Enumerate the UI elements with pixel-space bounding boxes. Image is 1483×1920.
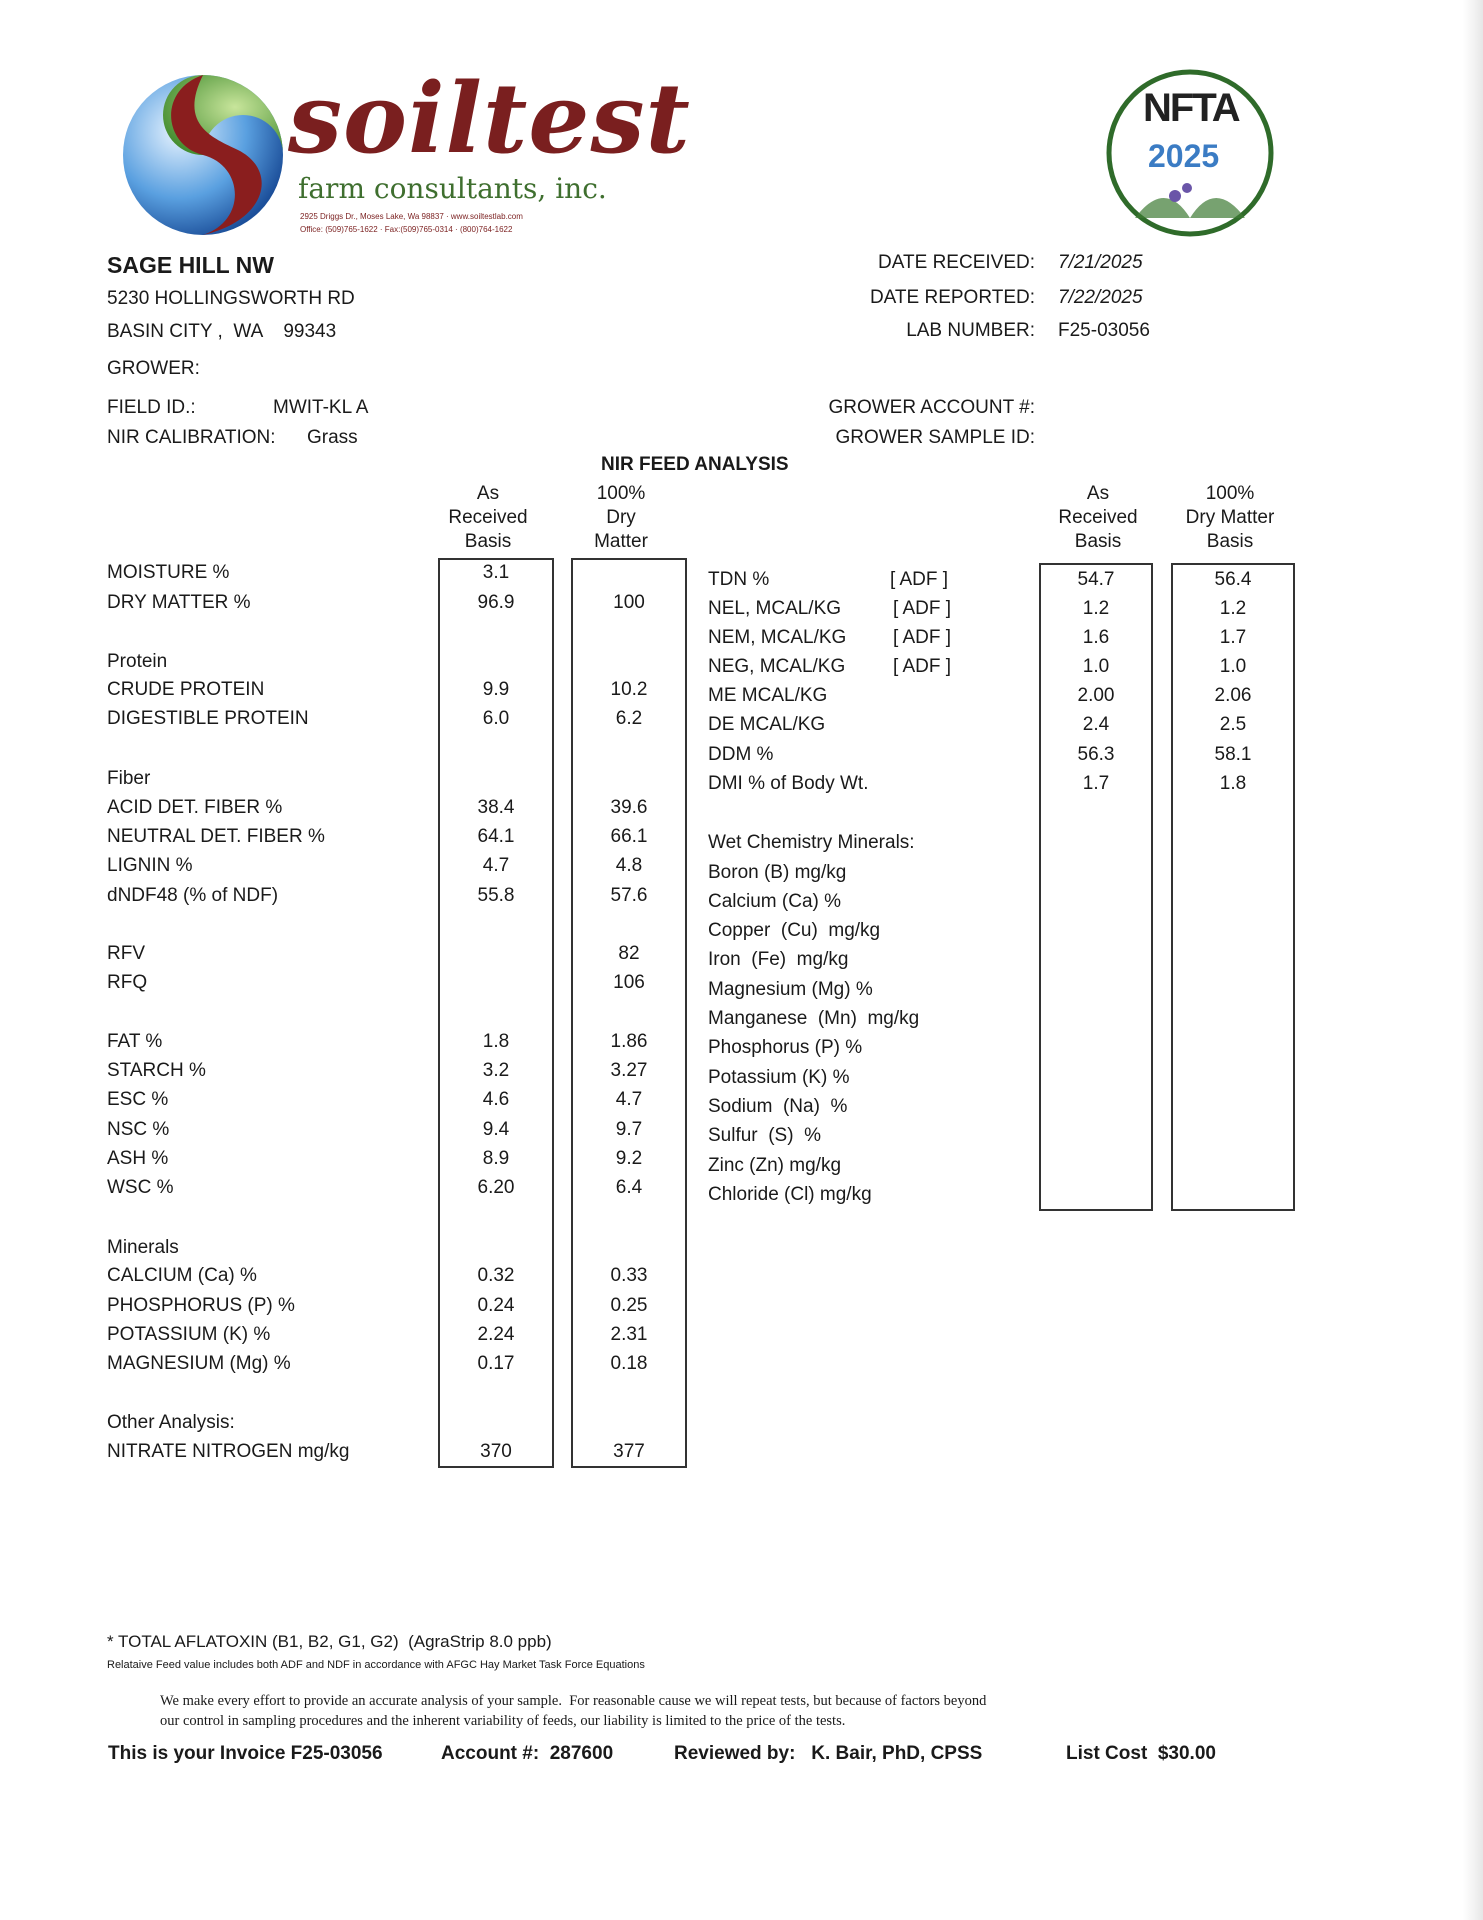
row-nel-method: [ ADF ] <box>893 598 952 619</box>
field-id-label: FIELD ID.: <box>107 397 196 418</box>
date-received-label: DATE RECEIVED: <box>878 252 1035 273</box>
row-fat-label: FAT % <box>107 1031 163 1052</box>
date-received: 7/21/2025 <box>1058 252 1143 273</box>
row-lignin-ar: 4.7 <box>482 855 510 876</box>
row-calcium-label: CALCIUM (Ca) % <box>107 1265 257 1286</box>
row-digestible-protein-label: DIGESTIBLE PROTEIN <box>107 708 309 729</box>
row-nel-label: NEL, MCAL/KG <box>708 598 842 619</box>
section-wet-chemistry: Wet Chemistry Minerals: <box>708 832 915 853</box>
nir-calibration-label: NIR CALIBRATION: <box>107 427 276 448</box>
date-reported: 7/22/2025 <box>1058 287 1143 308</box>
row-potassium-ar: 2.24 <box>477 1324 515 1345</box>
row-fat-ar: 1.8 <box>482 1031 510 1052</box>
row-zinc-label: Zinc (Zn) mg/kg <box>708 1155 842 1176</box>
row-nel-ar: 1.2 <box>1082 598 1110 619</box>
row-de-ar: 2.4 <box>1082 714 1110 735</box>
nfta-badge <box>1105 68 1275 238</box>
client-street: 5230 HOLLINGSWORTH RD <box>107 288 355 309</box>
row-ash-dm: 9.2 <box>615 1148 643 1169</box>
row-tdn-dm: 56.4 <box>1214 569 1252 590</box>
row-dmi-label: DMI % of Body Wt. <box>708 773 869 794</box>
row-phosphorus-label: PHOSPHORUS (P) % <box>107 1295 295 1316</box>
row-dry-matter-ar: 96.9 <box>477 592 515 613</box>
row-crude-protein-ar: 9.9 <box>482 679 510 700</box>
row-lignin-dm: 4.8 <box>615 855 643 876</box>
right-dry-matter-header: 100% Dry Matter Basis <box>1185 483 1275 552</box>
row-neg-method: [ ADF ] <box>893 656 952 677</box>
grower-label: GROWER: <box>107 358 200 379</box>
row-copper-label: Copper (Cu) mg/kg <box>708 920 881 941</box>
row-calcium-dm: 0.33 <box>610 1265 648 1286</box>
right-as-received-header: As Received Basis <box>1058 483 1138 552</box>
row-moisture-label: MOISTURE % <box>107 562 230 583</box>
row-ddm-label: DDM % <box>708 744 774 765</box>
row-ash-label: ASH % <box>107 1148 169 1169</box>
row-ddm-dm: 58.1 <box>1214 744 1252 765</box>
row-phosphorus-ar: 0.24 <box>477 1295 515 1316</box>
row-esc-ar: 4.6 <box>482 1089 510 1110</box>
row-rfv-label: RFV <box>107 943 145 964</box>
row-me-ar: 2.00 <box>1077 685 1115 706</box>
row-tdn-ar: 54.7 <box>1077 569 1115 590</box>
company-name: soiltest <box>288 62 691 175</box>
section-minerals: Minerals <box>107 1237 179 1258</box>
row-nel-dm: 1.2 <box>1219 598 1247 619</box>
nfta-org: NFTA <box>1143 86 1239 130</box>
scan-edge-shadow <box>1463 0 1483 1920</box>
row-sodium-label: Sodium (Na) % <box>708 1096 848 1117</box>
left-dry-matter-header: 100% Dry Matter <box>594 483 648 552</box>
row-nitrate-ar: 370 <box>480 1441 512 1462</box>
row-moisture-ar: 3.1 <box>482 562 510 583</box>
row-crude-protein-label: CRUDE PROTEIN <box>107 679 265 700</box>
row-ndf-ar: 64.1 <box>477 826 515 847</box>
row-nitrate-label: NITRATE NITROGEN mg/kg <box>107 1441 350 1462</box>
date-reported-label: DATE REPORTED: <box>869 287 1035 308</box>
rfv-note: Relataive Feed value includes both ADF and NDF in accordance with AFGC Hay Market Task Force Equations <box>107 1659 645 1671</box>
company-logo <box>118 62 691 245</box>
row-wet-potassium-label: Potassium (K) % <box>708 1067 850 1088</box>
disclaimer-line-1: We make every effort to provide an accurate analysis of your sample. For reasonable cause we will repeat tests, but because of factors beyond <box>160 1693 987 1709</box>
row-dndf48-label: dNDF48 (% of NDF) <box>107 885 279 906</box>
invoice-number: This is your Invoice F25-03056 <box>108 1743 383 1764</box>
row-me-dm: 2.06 <box>1214 685 1252 706</box>
row-digestible-protein-dm: 6.2 <box>615 708 643 729</box>
lab-number-label: LAB NUMBER: <box>906 320 1035 341</box>
company-address: 2925 Driggs Dr., Moses Lake, Wa 98837 · www.soiltestlab.com <box>300 212 523 221</box>
client-name: SAGE HILL NW <box>107 252 274 278</box>
row-dry-matter-dm: 100 <box>613 592 645 613</box>
row-ddm-ar: 56.3 <box>1077 744 1115 765</box>
field-id-value: MWIT-KL A <box>273 397 369 418</box>
row-wsc-ar: 6.20 <box>477 1177 515 1198</box>
row-neg-ar: 1.0 <box>1082 656 1110 677</box>
row-nem-label: NEM, MCAL/KG <box>708 627 847 648</box>
row-nsc-dm: 9.7 <box>615 1119 643 1140</box>
row-phosphorus-dm: 0.25 <box>610 1295 648 1316</box>
row-wet-phosphorus-label: Phosphorus (P) % <box>708 1037 863 1058</box>
row-fat-dm: 1.86 <box>610 1031 648 1052</box>
list-cost: List Cost $30.00 <box>1066 1743 1216 1764</box>
row-dmi-dm: 1.8 <box>1219 773 1247 794</box>
account-number: Account #: 287600 <box>441 1743 614 1764</box>
row-ndf-dm: 66.1 <box>610 826 648 847</box>
row-adf-dm: 39.6 <box>610 797 648 818</box>
row-potassium-label: POTASSIUM (K) % <box>107 1324 271 1345</box>
row-rfv-dm: 82 <box>618 943 640 964</box>
row-starch-dm: 3.27 <box>610 1060 648 1081</box>
row-esc-label: ESC % <box>107 1089 169 1110</box>
row-chloride-label: Chloride (Cl) mg/kg <box>708 1184 872 1205</box>
left-as-received-header: As Received Basis <box>448 483 528 552</box>
row-neg-label: NEG, MCAL/KG <box>708 656 846 677</box>
section-other-analysis: Other Analysis: <box>107 1412 235 1433</box>
row-dndf48-dm: 57.6 <box>610 885 648 906</box>
client-city: BASIN CITY , WA 99343 <box>107 321 337 342</box>
row-nsc-ar: 9.4 <box>482 1119 510 1140</box>
row-wet-magnesium-label: Magnesium (Mg) % <box>708 979 873 1000</box>
company-phone: Office: (509)765-1622 · Fax:(509)765-0314 · (800)764-1622 <box>300 225 513 234</box>
row-de-label: DE MCAL/KG <box>708 714 826 735</box>
logo-swirl-icon <box>118 70 288 240</box>
row-adf-label: ACID DET. FIBER % <box>107 797 283 818</box>
row-me-label: ME MCAL/KG <box>708 685 828 706</box>
reviewed-by: Reviewed by: K. Bair, PhD, CPSS <box>674 1743 983 1764</box>
row-wsc-label: WSC % <box>107 1177 174 1198</box>
row-ndf-label: NEUTRAL DET. FIBER % <box>107 826 325 847</box>
section-fiber: Fiber <box>107 768 151 789</box>
row-sulfur-label: Sulfur (S) % <box>708 1125 821 1146</box>
row-ash-ar: 8.9 <box>482 1148 510 1169</box>
row-iron-label: Iron (Fe) mg/kg <box>708 949 849 970</box>
row-de-dm: 2.5 <box>1219 714 1247 735</box>
company-subtitle: farm consultants, inc. <box>298 172 607 205</box>
row-esc-dm: 4.7 <box>615 1089 643 1110</box>
row-crude-protein-dm: 10.2 <box>610 679 648 700</box>
row-adf-ar: 38.4 <box>477 797 515 818</box>
row-boron-label: Boron (B) mg/kg <box>708 862 847 883</box>
row-rfq-dm: 106 <box>613 972 645 993</box>
row-digestible-protein-ar: 6.0 <box>482 708 510 729</box>
row-magnesium-ar: 0.17 <box>477 1353 515 1374</box>
row-dry-matter-label: DRY MATTER % <box>107 592 251 613</box>
lab-number: F25-03056 <box>1058 320 1150 341</box>
row-potassium-dm: 2.31 <box>610 1324 648 1345</box>
row-rfq-label: RFQ <box>107 972 148 993</box>
nir-calibration-value: Grass <box>307 427 358 448</box>
aflatoxin-note: * TOTAL AFLATOXIN (B1, B2, G1, G2) (AgraStrip 8.0 ppb) <box>107 1632 552 1651</box>
row-wet-calcium-label: Calcium (Ca) % <box>708 891 842 912</box>
row-tdn-method: [ ADF ] <box>890 569 949 590</box>
row-tdn-label: TDN % <box>708 569 770 590</box>
row-calcium-ar: 0.32 <box>477 1265 515 1286</box>
row-nem-method: [ ADF ] <box>893 627 952 648</box>
grower-sample-label: GROWER SAMPLE ID: <box>835 427 1035 448</box>
row-dmi-ar: 1.7 <box>1082 773 1110 794</box>
row-lignin-label: LIGNIN % <box>107 855 193 876</box>
row-nem-dm: 1.7 <box>1219 627 1247 648</box>
grower-account-label: GROWER ACCOUNT #: <box>828 397 1035 418</box>
nfta-year: 2025 <box>1148 138 1220 174</box>
row-wsc-dm: 6.4 <box>615 1177 643 1198</box>
row-neg-dm: 1.0 <box>1219 656 1247 677</box>
row-nsc-label: NSC % <box>107 1119 170 1140</box>
row-nem-ar: 1.6 <box>1082 627 1110 648</box>
section-protein: Protein <box>107 651 168 672</box>
row-manganese-label: Manganese (Mn) mg/kg <box>708 1008 920 1029</box>
row-starch-ar: 3.2 <box>482 1060 510 1081</box>
analysis-title: NIR FEED ANALYSIS <box>601 454 789 475</box>
row-dndf48-ar: 55.8 <box>477 885 515 906</box>
row-nitrate-dm: 377 <box>613 1441 645 1462</box>
row-magnesium-dm: 0.18 <box>610 1353 648 1374</box>
row-starch-label: STARCH % <box>107 1060 206 1081</box>
row-magnesium-label: MAGNESIUM (Mg) % <box>107 1353 291 1374</box>
disclaimer-line-2: our control in sampling procedures and the inherent variability of feeds, our liability is limited to the price of the tests. <box>160 1713 846 1729</box>
